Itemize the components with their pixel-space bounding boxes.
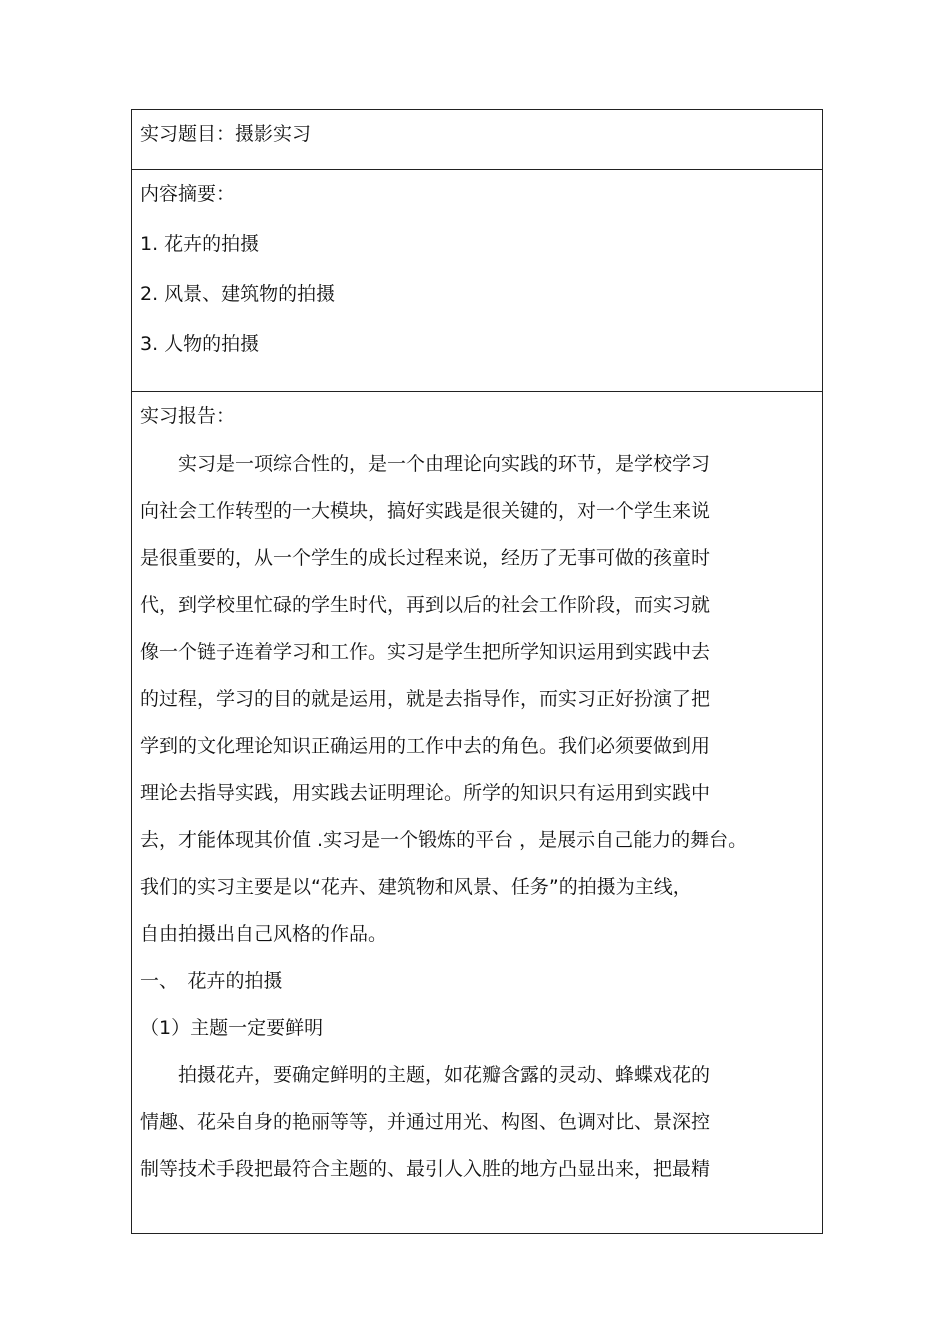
section-heading: 一、 花卉的拍摄 <box>140 970 283 992</box>
report-line: 是很重要的，从一个学生的成长过程来说，经历了无事可做的孩童时 <box>140 547 711 569</box>
title-row <box>132 110 822 170</box>
abstract-row <box>132 170 822 392</box>
report-line: 理论去指导实践，用实践去证明理论。所学的知识只有运用到实践中 <box>140 782 711 804</box>
report-line: 自由拍摄出自己风格的作品。 <box>140 923 388 945</box>
abstract-item: 3. 人物的拍摄 <box>140 333 260 355</box>
report-line: 拍摄花卉，要确定鲜明的主题，如花瓣含露的灵动、蜂蝶戏花的 <box>140 1064 711 1086</box>
report-row <box>132 392 822 1235</box>
report-title: 实习题目：摄影实习 <box>140 123 312 145</box>
report-line: 学到的文化理论知识正确运用的工作中去的角色。我们必须要做到用 <box>140 735 711 757</box>
report-line: 情趣、花朵自身的艳丽等等，并通过用光、构图、色调对比、景深控 <box>140 1111 711 1133</box>
report-line: 我们的实习主要是以“花卉、建筑物和风景、任务”的拍摄为主线， <box>140 876 692 898</box>
report-line: 像一个链子连着学习和工作。实习是学生把所学知识运用到实践中去 <box>140 641 711 663</box>
report-line: 去，才能体现其价值 .实习是一个锻炼的平台 ，是展示自己能力的舞台。 <box>140 829 748 851</box>
subsection-heading: （1）主题一定要鲜明 <box>140 1017 324 1039</box>
report-line: 代，到学校里忙碌的学生时代，再到以后的社会工作阶段，而实习就 <box>140 594 711 616</box>
report-table <box>131 109 823 1234</box>
report-line: 的过程，学习的目的就是运用，就是去指导作，而实习正好扮演了把 <box>140 688 711 710</box>
report-line: 向社会工作转型的一大模块，搞好实践是很关键的，对一个学生来说 <box>140 500 711 522</box>
abstract-heading: 内容摘要： <box>140 183 236 205</box>
report-line: 实习是一项综合性的，是一个由理论向实践的环节，是学校学习 <box>140 453 711 475</box>
abstract-item: 1. 花卉的拍摄 <box>140 233 260 255</box>
abstract-item: 2. 风景、建筑物的拍摄 <box>140 283 336 305</box>
report-line: 制等技术手段把最符合主题的、最引人入胜的地方凸显出来，把最精 <box>140 1158 711 1180</box>
report-heading: 实习报告： <box>140 405 236 427</box>
